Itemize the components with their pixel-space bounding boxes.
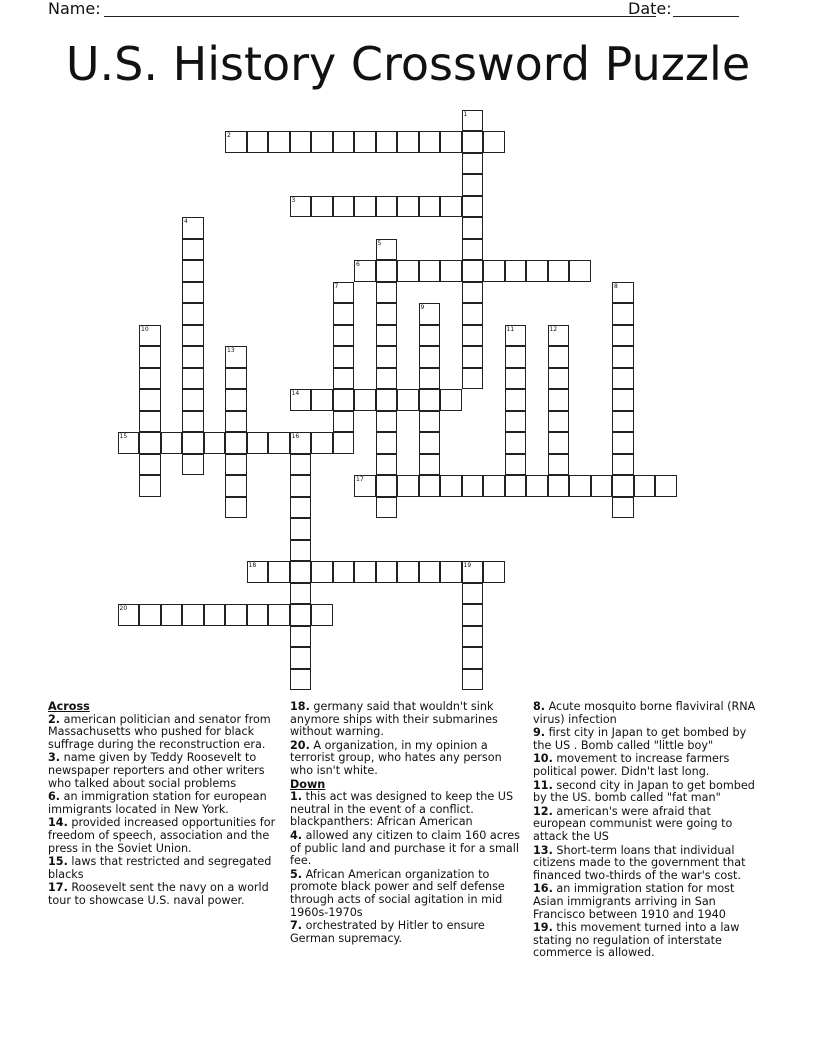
grid-cell[interactable] <box>247 561 269 583</box>
grid-cell[interactable] <box>376 303 398 325</box>
grid-cell[interactable] <box>182 239 204 261</box>
clue-number: 15 <box>119 433 128 440</box>
grid-cell[interactable] <box>333 368 355 390</box>
grid-cell[interactable] <box>569 475 591 497</box>
clue-number-label: 4. <box>290 828 303 842</box>
clue-item <box>290 701 526 739</box>
grid-cell[interactable] <box>311 432 333 454</box>
grid-cell[interactable] <box>419 389 441 411</box>
grid-cell[interactable] <box>376 196 398 218</box>
grid-cell[interactable] <box>462 217 484 239</box>
clue-text: Short-term loans that individual citizens made to the government that financed two-thirds of the war's cost. <box>533 843 746 882</box>
across-heading: Across <box>48 700 90 713</box>
grid-cell[interactable] <box>655 475 677 497</box>
grid-cell[interactable] <box>419 346 441 368</box>
grid-cell[interactable] <box>290 389 312 411</box>
grid-cell[interactable] <box>462 282 484 304</box>
grid-cell[interactable] <box>419 260 441 282</box>
grid-cell[interactable] <box>376 239 398 261</box>
name-label: Name: <box>48 0 101 18</box>
clue-number: 10 <box>141 325 149 333</box>
clue-item <box>533 753 765 778</box>
clue-item <box>48 856 278 881</box>
grid-cell[interactable] <box>333 131 355 153</box>
grid-cell[interactable] <box>612 475 634 497</box>
clue-number-label: 19. <box>533 921 553 935</box>
clue-text: second city in Japan to get bombed by the US. bomb called "fat man" <box>533 778 755 805</box>
grid-cell[interactable] <box>462 669 484 691</box>
clue-number: 6 <box>356 261 360 268</box>
clue-number-label: 11. <box>533 778 553 792</box>
clue-number-label: 14. <box>48 816 68 830</box>
grid-cell[interactable] <box>139 389 161 411</box>
grid-cell[interactable] <box>612 432 634 454</box>
grid-cell[interactable] <box>440 260 462 282</box>
grid-cell[interactable] <box>182 346 204 368</box>
grid-cell[interactable] <box>268 432 290 454</box>
grid-cell[interactable] <box>376 497 398 519</box>
grid-cell[interactable] <box>225 497 247 519</box>
grid-cell[interactable] <box>440 131 462 153</box>
clue-item <box>290 830 526 868</box>
clue-item <box>290 869 526 919</box>
grid-cell[interactable] <box>182 432 204 454</box>
clue-number: 19 <box>463 562 472 569</box>
clue-text: american's were afraid that european communist were going to attack the US <box>533 804 733 843</box>
grid-cell[interactable] <box>290 540 312 562</box>
grid-cell[interactable] <box>612 325 634 347</box>
clue-number: 1 <box>463 110 468 118</box>
grid-cell[interactable] <box>182 454 204 476</box>
grid-cell[interactable] <box>354 561 376 583</box>
clue-item <box>48 714 278 752</box>
grid-cell[interactable] <box>182 303 204 325</box>
grid-cell[interactable] <box>505 368 527 390</box>
grid-cell[interactable] <box>225 389 247 411</box>
page-title: U.S. History Crossword Puzzle <box>65 37 751 91</box>
clue-number-label: 16. <box>533 882 553 896</box>
grid-cell[interactable] <box>376 411 398 433</box>
grid-cell[interactable] <box>161 432 183 454</box>
grid-cell[interactable] <box>419 475 441 497</box>
clues-column-2 <box>290 701 526 946</box>
clue-number: 14 <box>291 390 300 397</box>
clue-number: 17 <box>356 476 364 483</box>
grid-cell[interactable] <box>182 217 204 239</box>
down-heading: Down <box>290 777 326 791</box>
grid-cell[interactable] <box>311 604 333 626</box>
clue-item <box>533 883 765 921</box>
grid-cell[interactable] <box>548 411 570 433</box>
clue-text: A organization, in my opinion a terrorist group, who hates any person who isn't white. <box>290 738 502 777</box>
clue-item <box>533 806 765 844</box>
grid-cell[interactable] <box>462 196 484 218</box>
clue-number: 18 <box>248 562 257 569</box>
grid-cell[interactable] <box>376 131 398 153</box>
grid-cell[interactable] <box>612 497 634 519</box>
grid-cell[interactable] <box>118 604 140 626</box>
grid-cell[interactable] <box>290 647 312 669</box>
grid-cell[interactable] <box>548 325 570 347</box>
grid-cell[interactable] <box>548 475 570 497</box>
grid-cell[interactable] <box>376 260 398 282</box>
clue-number: 5 <box>377 239 382 247</box>
grid-cell[interactable] <box>483 475 505 497</box>
grid-cell[interactable] <box>462 368 484 390</box>
grid-cell[interactable] <box>397 561 419 583</box>
grid-cell[interactable] <box>612 282 634 304</box>
grid-cell[interactable] <box>204 604 226 626</box>
clue-item <box>48 882 278 907</box>
grid-cell[interactable] <box>397 260 419 282</box>
grid-cell[interactable] <box>268 604 290 626</box>
grid-cell[interactable] <box>634 475 656 497</box>
grid-cell[interactable] <box>440 475 462 497</box>
clue-item <box>290 791 526 829</box>
grid-cell[interactable] <box>290 518 312 540</box>
clue-item <box>290 740 526 778</box>
clue-text: germany said that wouldn't sink anymore ships with their submarines without warning. <box>290 700 498 739</box>
grid-cell[interactable] <box>612 411 634 433</box>
clues-column-3 <box>533 701 765 961</box>
clue-text: Roosevelt sent the navy on a world tour to showcase U.S. naval power. <box>48 881 269 907</box>
grid-cell[interactable] <box>225 368 247 390</box>
clue-number-label: 10. <box>533 752 553 766</box>
grid-cell[interactable] <box>354 131 376 153</box>
grid-cell[interactable] <box>354 475 376 497</box>
grid-cell[interactable] <box>290 561 312 583</box>
clue-number: 8 <box>614 282 618 290</box>
clue-number: 4 <box>184 218 188 225</box>
grid-cell[interactable] <box>268 131 290 153</box>
grid-cell[interactable] <box>290 626 312 648</box>
grid-cell[interactable] <box>419 196 441 218</box>
grid-cell[interactable] <box>462 325 484 347</box>
clue-item <box>48 817 278 855</box>
grid-cell[interactable] <box>419 368 441 390</box>
clue-number: 3 <box>291 196 296 204</box>
grid-cell[interactable] <box>290 131 312 153</box>
grid-cell[interactable] <box>505 454 527 476</box>
grid-cell[interactable] <box>505 432 527 454</box>
grid-cell[interactable] <box>139 454 161 476</box>
clue-number-label: 15. <box>48 855 68 869</box>
grid-cell[interactable] <box>397 389 419 411</box>
grid-cell[interactable] <box>225 432 247 454</box>
grid-cell[interactable] <box>526 475 548 497</box>
grid-cell[interactable] <box>182 282 204 304</box>
clue-item <box>48 752 278 790</box>
grid-cell[interactable] <box>333 196 355 218</box>
date-label: Date: <box>628 0 672 18</box>
clue-text: provided increased opportunities for freedom of speech, association and the press in the Soviet Union. <box>48 816 276 855</box>
grid-cell[interactable] <box>139 411 161 433</box>
clue-number-label: 3. <box>48 751 61 765</box>
clue-number-label: 13. <box>533 843 553 857</box>
grid-cell[interactable] <box>139 368 161 390</box>
grid-cell[interactable] <box>462 153 484 175</box>
clue-number-label: 1. <box>290 790 303 804</box>
clue-item <box>48 791 278 816</box>
grid-cell[interactable] <box>225 346 247 368</box>
grid-cell[interactable] <box>526 260 548 282</box>
grid-cell[interactable] <box>462 583 484 605</box>
grid-cell[interactable] <box>311 196 333 218</box>
grid-cell[interactable] <box>440 196 462 218</box>
grid-cell[interactable] <box>419 432 441 454</box>
clue-number-label: 12. <box>533 804 553 818</box>
grid-cell[interactable] <box>483 561 505 583</box>
clue-number: 12 <box>549 325 558 333</box>
grid-cell[interactable] <box>505 411 527 433</box>
grid-cell[interactable] <box>612 389 634 411</box>
grid-cell[interactable] <box>182 260 204 282</box>
grid-cell[interactable] <box>139 346 161 368</box>
clues-column-1 <box>48 701 278 909</box>
clue-item <box>290 920 526 945</box>
clue-text: name given by Teddy Roosevelt to newspaper reporters and other writers who talked about social problems <box>48 751 265 790</box>
clue-text: African American organization to promote black power and self defense through acts of social agitation in mid 1960s-1970s <box>290 867 505 919</box>
grid-cell[interactable] <box>419 561 441 583</box>
grid-cell[interactable] <box>182 604 204 626</box>
clue-text: this act was designed to keep the US neutral in the event of a conflict. blackpanthers: African American <box>290 790 514 829</box>
clue-text: orchestrated by Hitler to ensure German supremacy. <box>290 919 485 945</box>
grid-cell[interactable] <box>139 475 161 497</box>
clue-number: 7 <box>334 282 339 290</box>
grid-cell[interactable] <box>161 604 183 626</box>
clue-number: 13 <box>227 347 235 354</box>
grid-cell[interactable] <box>333 303 355 325</box>
grid-cell[interactable] <box>311 561 333 583</box>
grid-cell[interactable] <box>290 583 312 605</box>
clue-text: movement to increase farmers political power. Didn't last long. <box>533 752 730 778</box>
grid-cell[interactable] <box>139 604 161 626</box>
clue-number-label: 20. <box>290 738 310 752</box>
grid-cell[interactable] <box>419 325 441 347</box>
grid-cell[interactable] <box>462 174 484 196</box>
grid-cell[interactable] <box>419 303 441 325</box>
grid-cell[interactable] <box>419 411 441 433</box>
clue-number: 2 <box>227 132 231 139</box>
grid-cell[interactable] <box>333 346 355 368</box>
grid-cell[interactable] <box>440 561 462 583</box>
grid-cell[interactable] <box>419 454 441 476</box>
grid-cell[interactable] <box>333 389 355 411</box>
clue-text: this movement turned into a law stating no regulation of interstate commerce is allowed. <box>533 921 740 960</box>
clue-number-label: 7. <box>290 919 303 933</box>
grid-cell[interactable] <box>462 647 484 669</box>
grid-cell[interactable] <box>376 432 398 454</box>
grid-cell[interactable] <box>225 475 247 497</box>
grid-cell[interactable] <box>548 346 570 368</box>
grid-cell[interactable] <box>118 432 140 454</box>
grid-cell[interactable] <box>591 475 613 497</box>
grid-cell[interactable] <box>483 131 505 153</box>
grid-cell[interactable] <box>333 325 355 347</box>
grid-cell[interactable] <box>462 239 484 261</box>
clue-number: 9 <box>420 304 425 311</box>
clue-item <box>533 701 765 726</box>
grid-cell[interactable] <box>225 131 247 153</box>
clue-number-label: 9. <box>533 726 546 740</box>
clue-text: an immigration station for most Asian immigrants arriving in San Francisco between 1910 and 1940 <box>533 882 735 921</box>
grid-cell[interactable] <box>376 282 398 304</box>
grid-cell[interactable] <box>225 454 247 476</box>
grid-cell[interactable] <box>462 110 484 132</box>
grid-cell[interactable] <box>204 432 226 454</box>
grid-cell[interactable] <box>290 454 312 476</box>
grid-cell[interactable] <box>333 432 355 454</box>
grid-cell[interactable] <box>311 389 333 411</box>
grid-cell[interactable] <box>376 368 398 390</box>
clue-number: 11 <box>506 325 515 333</box>
grid-cell[interactable] <box>225 604 247 626</box>
clue-number: 20 <box>119 605 128 612</box>
grid-cell[interactable] <box>376 454 398 476</box>
grid-cell[interactable] <box>462 303 484 325</box>
grid-cell[interactable] <box>548 368 570 390</box>
grid-cell[interactable] <box>483 260 505 282</box>
clue-number: 16 <box>291 433 300 440</box>
grid-cell[interactable] <box>182 325 204 347</box>
grid-cell[interactable] <box>225 411 247 433</box>
grid-cell[interactable] <box>139 432 161 454</box>
grid-cell[interactable] <box>462 131 484 153</box>
grid-cell[interactable] <box>505 260 527 282</box>
clue-number-label: 6. <box>48 790 61 804</box>
grid-cell[interactable] <box>612 303 634 325</box>
grid-cell[interactable] <box>247 432 269 454</box>
clue-text: american politician and senator from Massachusetts who pushed for black suffrage during the reconstruction era. <box>48 712 271 751</box>
grid-cell[interactable] <box>505 475 527 497</box>
clue-item <box>533 780 765 805</box>
grid-cell[interactable] <box>376 561 398 583</box>
grid-cell[interactable] <box>290 475 312 497</box>
grid-cell[interactable] <box>333 282 355 304</box>
grid-cell[interactable] <box>376 475 398 497</box>
grid-cell[interactable] <box>462 561 484 583</box>
grid-cell[interactable] <box>290 669 312 691</box>
grid-cell[interactable] <box>333 561 355 583</box>
grid-cell[interactable] <box>505 389 527 411</box>
grid-cell[interactable] <box>462 604 484 626</box>
clue-item <box>533 727 765 752</box>
grid-cell[interactable] <box>354 389 376 411</box>
clue-text: laws that restricted and segregated blacks <box>48 855 272 881</box>
grid-cell[interactable] <box>462 475 484 497</box>
grid-cell[interactable] <box>182 368 204 390</box>
clue-text: first city in Japan to get bombed by the US . Bomb called "little boy" <box>533 726 747 752</box>
grid-cell[interactable] <box>397 131 419 153</box>
grid-cell[interactable] <box>462 260 484 282</box>
grid-cell[interactable] <box>139 325 161 347</box>
clue-text: allowed any citizen to claim 160 acres of public land and purchase it for a small fee. <box>290 828 520 868</box>
grid-cell[interactable] <box>182 389 204 411</box>
grid-cell[interactable] <box>311 131 333 153</box>
clue-number-label: 5. <box>290 867 303 881</box>
grid-cell[interactable] <box>290 604 312 626</box>
grid-cell[interactable] <box>247 131 269 153</box>
grid-cell[interactable] <box>290 497 312 519</box>
grid-cell[interactable] <box>354 196 376 218</box>
grid-cell[interactable] <box>376 389 398 411</box>
grid-cell[interactable] <box>354 260 376 282</box>
clue-number-label: 8. <box>533 700 546 713</box>
clue-number-label: 18. <box>290 700 310 713</box>
clue-item <box>533 922 765 960</box>
clue-text: an immigration station for european immigrants located in New York. <box>48 790 267 816</box>
grid-cell[interactable] <box>505 346 527 368</box>
grid-cell[interactable] <box>612 346 634 368</box>
grid-cell[interactable] <box>290 432 312 454</box>
grid-cell[interactable] <box>612 368 634 390</box>
grid-cell[interactable] <box>397 475 419 497</box>
grid-cell[interactable] <box>612 454 634 476</box>
grid-cell[interactable] <box>548 432 570 454</box>
grid-cell[interactable] <box>548 389 570 411</box>
grid-cell[interactable] <box>268 561 290 583</box>
grid-cell[interactable] <box>182 411 204 433</box>
clue-number-label: 17. <box>48 881 68 895</box>
grid-cell[interactable] <box>376 325 398 347</box>
clue-number-label: 2. <box>48 712 61 726</box>
grid-cell[interactable] <box>419 131 441 153</box>
grid-cell[interactable] <box>247 604 269 626</box>
grid-cell[interactable] <box>548 260 570 282</box>
grid-cell[interactable] <box>333 411 355 433</box>
grid-cell[interactable] <box>462 346 484 368</box>
grid-cell[interactable] <box>505 325 527 347</box>
clue-item <box>533 845 765 883</box>
grid-cell[interactable] <box>397 196 419 218</box>
grid-cell[interactable] <box>290 196 312 218</box>
grid-cell[interactable] <box>376 346 398 368</box>
grid-cell[interactable] <box>548 454 570 476</box>
clue-text: Acute mosquito borne flaviviral (RNA virus) infection <box>533 700 756 726</box>
grid-cell[interactable] <box>569 260 591 282</box>
grid-cell[interactable] <box>440 389 462 411</box>
grid-cell[interactable] <box>462 626 484 648</box>
